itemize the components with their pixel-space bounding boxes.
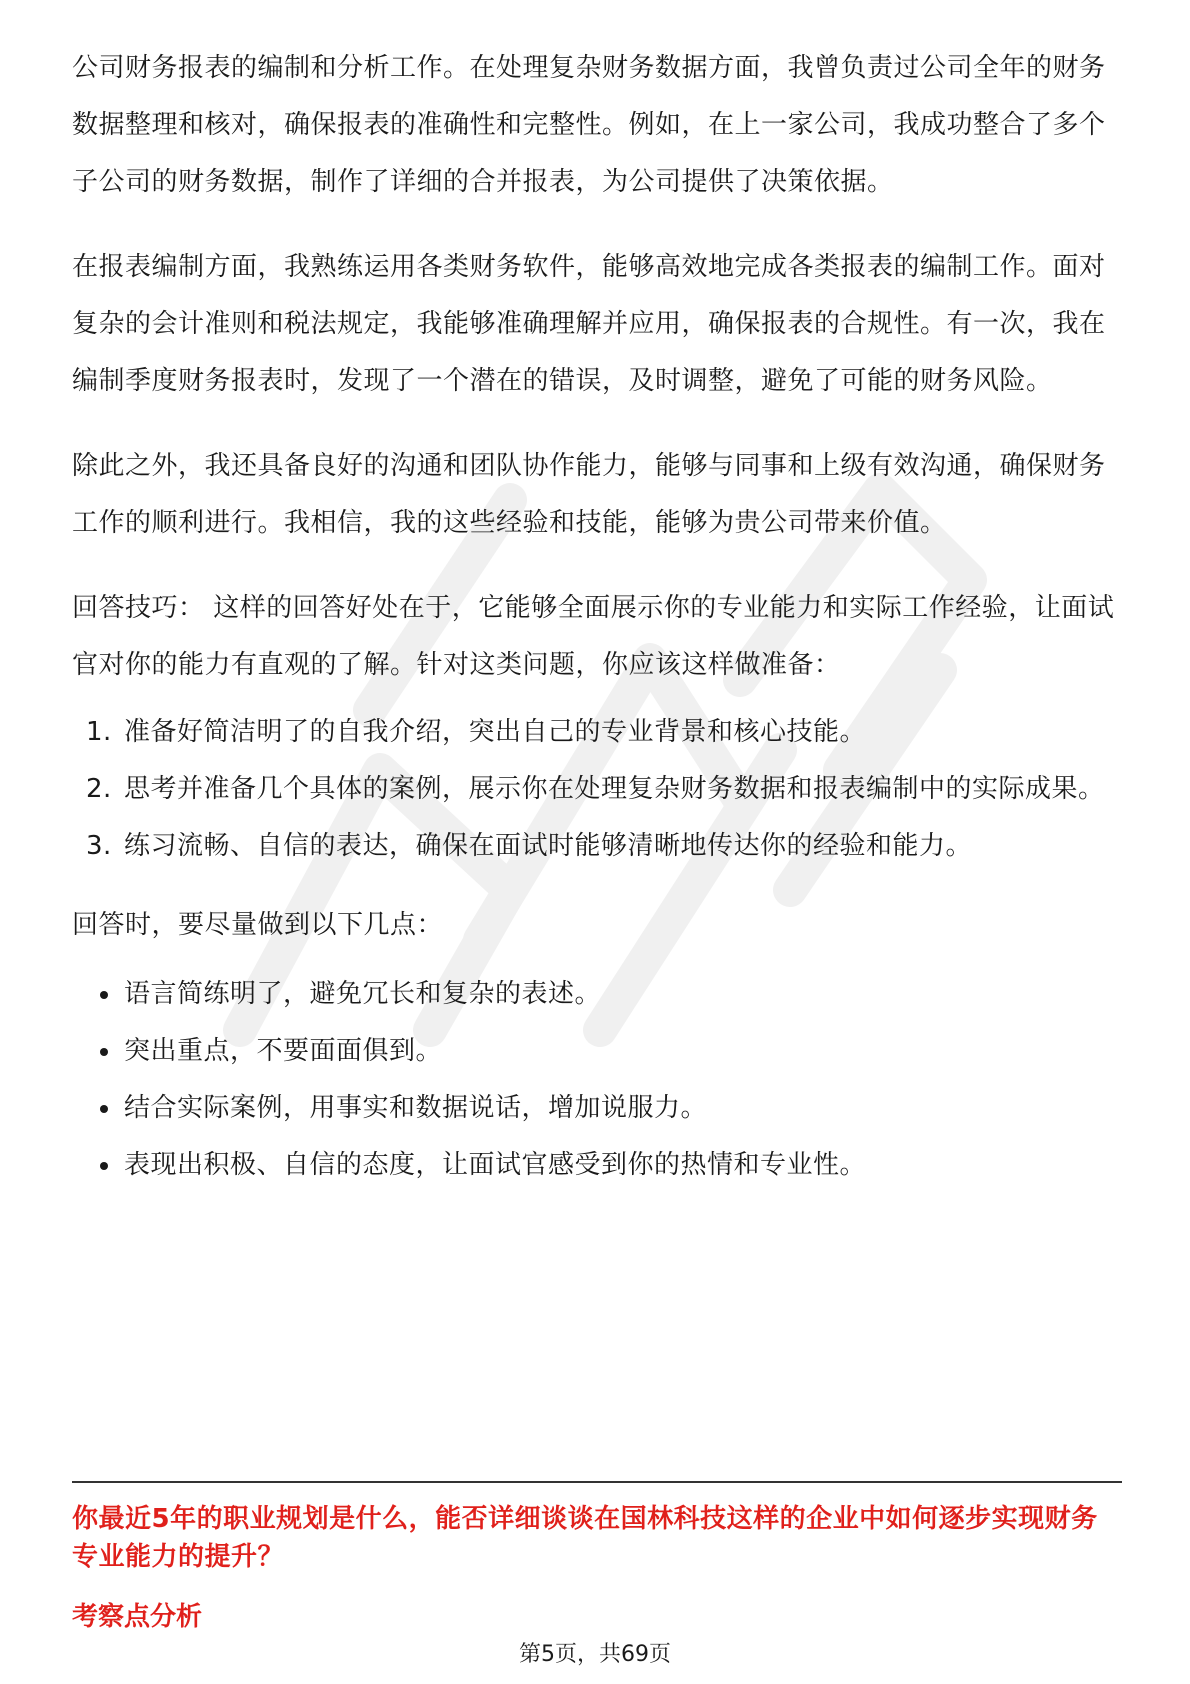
bullet-icon: [100, 991, 108, 999]
list-item-text: 语言简练明了，避免冗长和复杂的表述。: [124, 979, 602, 1009]
bullet-icon: [100, 1048, 108, 1056]
list-item: [72, 1023, 1122, 1080]
document-body: [72, 40, 1122, 1194]
list-item-text: 练习流畅、自信的表达，确保在面试时能够清晰地传达你的经验和能力。: [124, 831, 973, 861]
list-item-text: 思考并准备几个具体的案例，展示你在处理复杂财务数据和报表编制中的实际成果。: [124, 774, 1105, 804]
list-item: [72, 966, 1122, 1023]
list-item: [72, 761, 1122, 818]
list-item-text: 结合实际案例，用事实和数据说话，增加说服力。: [124, 1093, 708, 1123]
list-item-text: 突出重点，不要面面俱到。: [124, 1036, 443, 1066]
bullet-icon: [100, 1105, 108, 1113]
preparation-steps-list: [72, 704, 1122, 875]
list-number: 3.: [86, 831, 112, 861]
interview-question: 你最近5年的职业规划是什么，能否详细谈谈在国林科技这样的企业中如何逐步实现财务专业能力的提升？: [72, 1504, 1098, 1572]
list-item: [72, 1137, 1122, 1194]
paragraph-reporting: 在报表编制方面，我熟练运用各类财务软件，能够高效地完成各类报表的编制工作。面对复杂的会计准则和税法规定，我能够准确理解并应用，确保报表的合规性。有一次，我在编制季度财务报表时，发现了一个潜在的错误，及时调整，避免了可能的财务风险。: [72, 252, 1106, 396]
section-divider: [72, 1481, 1122, 1483]
list-number: 1.: [86, 717, 112, 747]
list-number: 2.: [86, 774, 112, 804]
list-item-text: 准备好简洁明了的自我介绍，突出自己的专业背景和核心技能。: [124, 717, 867, 747]
answer-tips-list: [72, 966, 1122, 1194]
paragraph-communication: 除此之外，我还具备良好的沟通和团队协作能力，能够与同事和上级有效沟通，确保财务工作的顺利进行。我相信，我的这些经验和技能，能够为贵公司带来价值。: [72, 451, 1106, 538]
tips-intro: 回答时，要尽量做到以下几点：: [72, 910, 444, 940]
list-item: [72, 1080, 1122, 1137]
section-heading: 考察点分析: [72, 1602, 203, 1632]
list-item: [72, 704, 1122, 761]
bullet-icon: [100, 1162, 108, 1170]
paragraph-experience: 公司财务报表的编制和分析工作。在处理复杂财务数据方面，我曾负责过公司全年的财务数据整理和核对，确保报表的准确性和完整性。例如，在上一家公司，我成功整合了多个子公司的财务数据，制作了详细的合并报表，为公司提供了决策依据。: [72, 53, 1106, 197]
list-item-text: 表现出积极、自信的态度，让面试官感受到你的热情和专业性。: [124, 1150, 867, 1180]
page-footer: 第5页，共69页: [519, 1642, 671, 1667]
paragraph-answer-tips: 回答技巧： 这样的回答好处在于，它能够全面展示你的专业能力和实际工作经验，让面试官对你的能力有直观的了解。针对这类问题，你应该这样做准备：: [72, 593, 1115, 680]
list-item: [72, 818, 1122, 875]
